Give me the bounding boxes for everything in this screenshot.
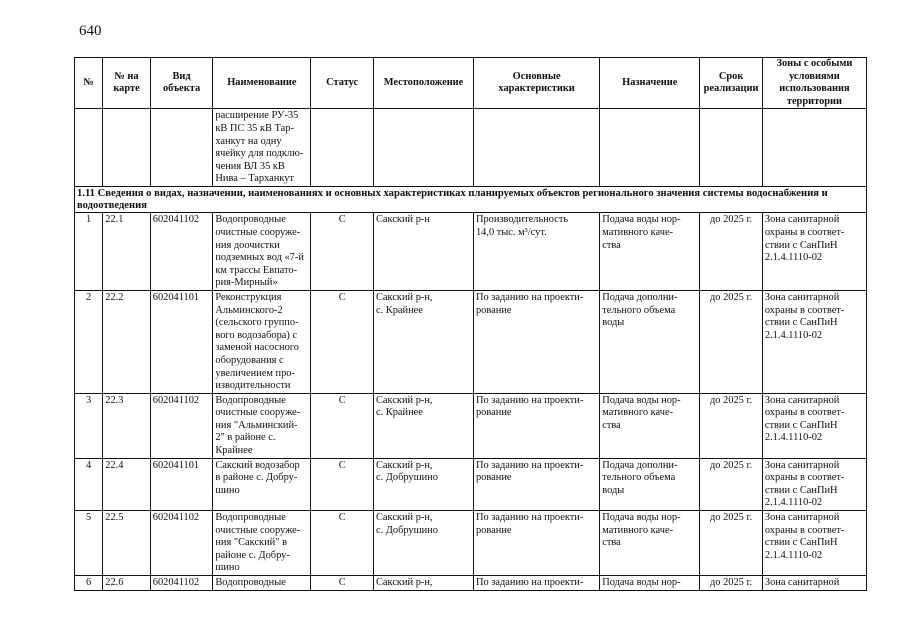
cell-name: Водопроводные очистные сооруже- ния "Сакский" в районе с. Добру- шино bbox=[213, 511, 311, 576]
cell-location: Сакский р-н, с. Крайнее bbox=[373, 393, 473, 458]
cell-status: С bbox=[311, 213, 374, 291]
cell-purpose: Подача дополни- тельного объема воды bbox=[600, 290, 700, 393]
cell-num: 4 bbox=[75, 458, 103, 510]
section-title: 1.11 Сведения о видах, назначении, наименованиях и основных характеристиках планируемых объектов регионального значения системы водоснабжения и водоотведения bbox=[75, 187, 867, 213]
cell-type: 602041101 bbox=[150, 458, 213, 510]
objects-table bbox=[74, 57, 867, 591]
cell-characteristics: По заданию на проекти- рование bbox=[473, 393, 599, 458]
cell-term: до 2025 г. bbox=[700, 393, 763, 458]
section-row bbox=[75, 187, 867, 213]
cell-location: Сакский р-н, с. Крайнее bbox=[373, 290, 473, 393]
cell-location: Сакский р-н, bbox=[373, 576, 473, 591]
table-row bbox=[75, 511, 867, 576]
cell-num: 2 bbox=[75, 290, 103, 393]
table-row bbox=[75, 290, 867, 393]
header-characteristics: Основные характеристики bbox=[473, 58, 599, 109]
cell-num bbox=[75, 109, 103, 187]
cell-location bbox=[373, 109, 473, 187]
cell-term: до 2025 г. bbox=[700, 511, 763, 576]
cell-term: до 2025 г. bbox=[700, 576, 763, 591]
header-status: Статус bbox=[311, 58, 374, 109]
cell-purpose bbox=[600, 109, 700, 187]
cell-num: 5 bbox=[75, 511, 103, 576]
cell-zones: Зона санитарной охраны в соответ- ствии с СанПиН 2.1.4.1110-02 bbox=[762, 458, 866, 510]
cell-type bbox=[150, 109, 213, 187]
cell-status bbox=[311, 109, 374, 187]
header-num: № bbox=[75, 58, 103, 109]
cell-map: 22.2 bbox=[103, 290, 150, 393]
cell-term: до 2025 г. bbox=[700, 213, 763, 291]
cell-map: 22.3 bbox=[103, 393, 150, 458]
cell-status: С bbox=[311, 290, 374, 393]
cell-map: 22.5 bbox=[103, 511, 150, 576]
cell-characteristics: По заданию на проекти- bbox=[473, 576, 599, 591]
cell-zones: Зона санитарной охраны в соответ- ствии с СанПиН 2.1.4.1110-02 bbox=[762, 393, 866, 458]
table-row bbox=[75, 458, 867, 510]
cell-map: 22.4 bbox=[103, 458, 150, 510]
cell-num: 3 bbox=[75, 393, 103, 458]
cell-name: Водопроводные очистные сооруже- ния доочистки подземных вод «7-й км трассы Евпато- рия-Мирный» bbox=[213, 213, 311, 291]
cell-num: 1 bbox=[75, 213, 103, 291]
table-header-row bbox=[75, 58, 867, 109]
cell-location: Сакский р-н, с. Добрушино bbox=[373, 511, 473, 576]
cell-type: 602041102 bbox=[150, 213, 213, 291]
cell-location: Сакский р-н, с. Добрушино bbox=[373, 458, 473, 510]
cell-map bbox=[103, 109, 150, 187]
cell-type: 602041102 bbox=[150, 511, 213, 576]
cell-characteristics: По заданию на проекти- рование bbox=[473, 458, 599, 510]
cell-status: С bbox=[311, 458, 374, 510]
cell-location: Сакский р-н bbox=[373, 213, 473, 291]
header-map-num: № на карте bbox=[103, 58, 150, 109]
header-object-type: Вид объекта bbox=[150, 58, 213, 109]
table-row bbox=[75, 576, 867, 591]
header-zones: Зоны с особыми условиями использования территории bbox=[762, 58, 866, 109]
table-row bbox=[75, 393, 867, 458]
table-row bbox=[75, 213, 867, 291]
cell-characteristics bbox=[473, 109, 599, 187]
cell-status: С bbox=[311, 393, 374, 458]
cell-characteristics: По заданию на проекти- рование bbox=[473, 290, 599, 393]
cell-map: 22.1 bbox=[103, 213, 150, 291]
header-location: Местоположение bbox=[373, 58, 473, 109]
cell-zones: Зона санитарной bbox=[762, 576, 866, 591]
cell-purpose: Подача воды нор- мативного каче- ства bbox=[600, 393, 700, 458]
header-name: Наименование bbox=[213, 58, 311, 109]
cell-term: до 2025 г. bbox=[700, 458, 763, 510]
cell-purpose: Подача воды нор- мативного каче- ства bbox=[600, 511, 700, 576]
cell-name: Водопроводные bbox=[213, 576, 311, 591]
table-row-continuation bbox=[75, 109, 867, 187]
cell-type: 602041101 bbox=[150, 290, 213, 393]
cell-term: до 2025 г. bbox=[700, 290, 763, 393]
cell-status: С bbox=[311, 576, 374, 591]
cell-name: Реконструкция Альминского-2 (сельского группо- вого водозабора) с заменой насосного оборудования с увеличением про- изводительности bbox=[213, 290, 311, 393]
cell-type: 602041102 bbox=[150, 576, 213, 591]
cell-num: 6 bbox=[75, 576, 103, 591]
cell-characteristics: Производительность 14,0 тыс. м³/сут. bbox=[473, 213, 599, 291]
header-term: Срок реализации bbox=[700, 58, 763, 109]
cell-map: 22.6 bbox=[103, 576, 150, 591]
cell-zones bbox=[762, 109, 866, 187]
cell-name: Водопроводные очистные сооруже- ния "Альминский- 2" в районе с. Крайнее bbox=[213, 393, 311, 458]
cell-name: расширение РУ-35 кВ ПС 35 кВ Тар- ханкут на одну ячейку для подклю- чения ВЛ 35 кВ Нива – Тарханкут bbox=[213, 109, 311, 187]
cell-zones: Зона санитарной охраны в соответ- ствии с СанПиН 2.1.4.1110-02 bbox=[762, 213, 866, 291]
cell-status: С bbox=[311, 511, 374, 576]
header-purpose: Назначение bbox=[600, 58, 700, 109]
cell-term bbox=[700, 109, 763, 187]
cell-zones: Зона санитарной охраны в соответ- ствии с СанПиН 2.1.4.1110-02 bbox=[762, 290, 866, 393]
cell-characteristics: По заданию на проекти- рование bbox=[473, 511, 599, 576]
cell-purpose: Подача воды нор- bbox=[600, 576, 700, 591]
cell-purpose: Подача дополни- тельного объема воды bbox=[600, 458, 700, 510]
page-number: 640 bbox=[79, 23, 102, 39]
cell-name: Сакский водозабор в районе с. Добру- шино bbox=[213, 458, 311, 510]
cell-purpose: Подача воды нор- мативного каче- ства bbox=[600, 213, 700, 291]
cell-zones: Зона санитарной охраны в соответ- ствии с СанПиН 2.1.4.1110-02 bbox=[762, 511, 866, 576]
cell-type: 602041102 bbox=[150, 393, 213, 458]
